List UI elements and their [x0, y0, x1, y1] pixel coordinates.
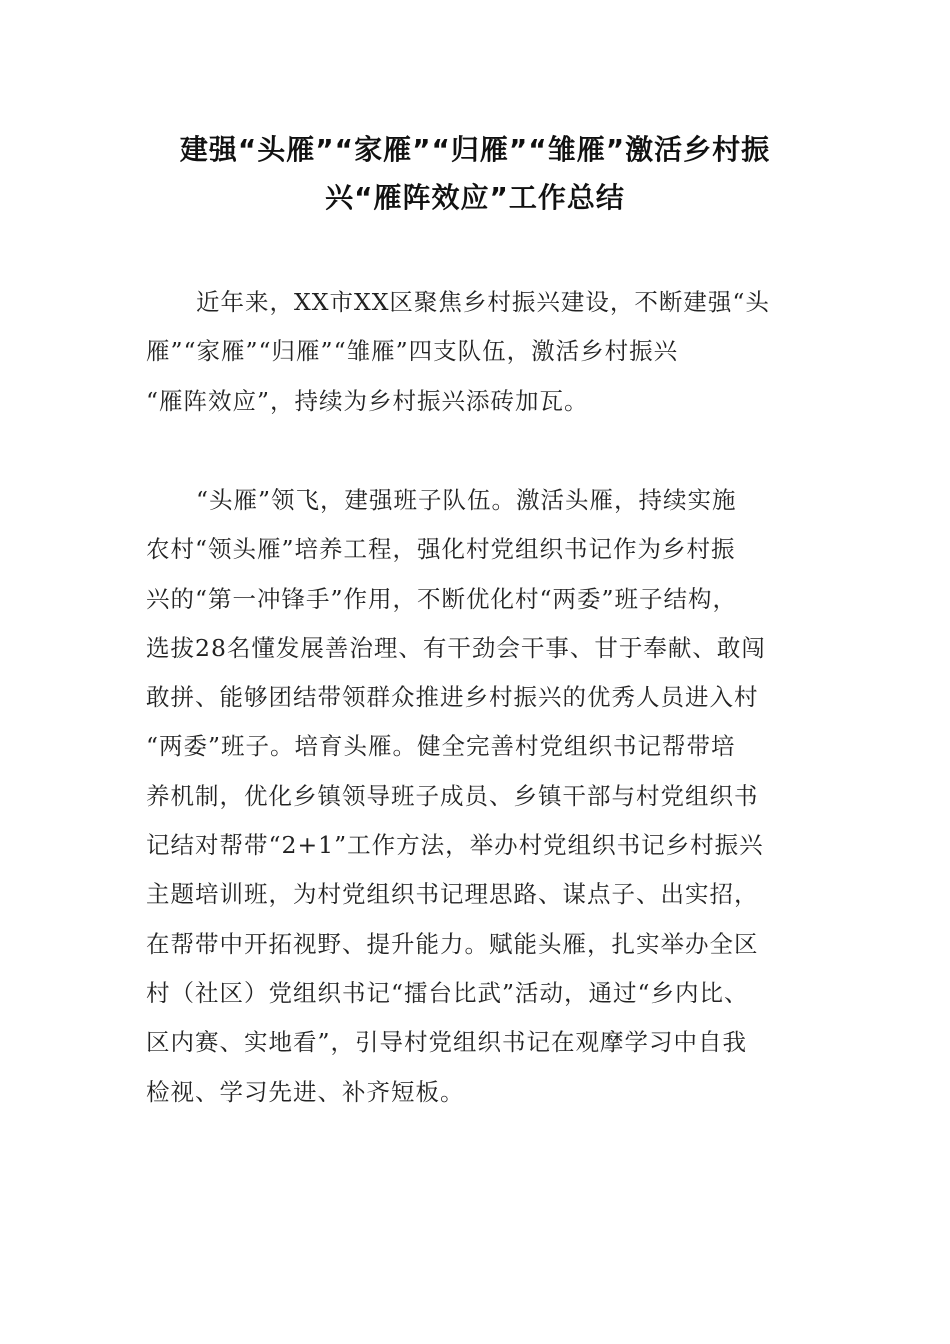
paragraph-line: 兴的“第一冲锋手”作用，不断优化村“两委”班子结构，	[146, 584, 738, 613]
paragraph-line: 检视、学习先进、补齐短板。	[146, 1077, 465, 1106]
document-title	[140, 126, 810, 222]
paragraph-line: 区内赛、实地看”，引导村党组织书记在观摩学习中自我	[146, 1028, 748, 1057]
paragraph-line: 村（社区）党组织书记“擂台比武”活动，通过“乡内比、	[146, 978, 749, 1007]
title-line: 兴“雁阵效应”工作总结	[325, 181, 625, 214]
paragraph-line: 记结对帮带“2+1”工作方法，举办村党组织书记乡村振兴	[146, 831, 764, 860]
body-paragraph	[146, 476, 806, 1117]
paragraph-line: “雁阵效应”，持续为乡村振兴添砖加瓦。	[146, 386, 589, 415]
paragraph-line: 敢拼、能够团结带领群众推进乡村振兴的优秀人员进入村	[146, 683, 759, 712]
paragraph-line: 近年来，XX市XX区聚焦乡村振兴建设，不断建强“头	[196, 288, 770, 316]
paragraph-line: 雁”“家雁”“归雁”“雏雁”四支队伍，激活乡村振兴	[146, 337, 679, 366]
paragraph-line: 养机制，优化乡镇领导班子成员、乡镇干部与村党组织书	[146, 781, 759, 810]
paragraph-line: 选拔28名懂发展善治理、有干劲会干事、甘于奉献、敢闯	[146, 633, 766, 662]
paragraph-line: 农村“领头雁”培养工程，强化村党组织书记作为乡村振	[146, 535, 736, 564]
paragraph-line: “两委”班子。培育头雁。健全完善村党组织书记帮带培	[146, 732, 736, 761]
intro-paragraph	[146, 278, 806, 426]
paragraph-line: 主题培训班，为村党组织书记理思路、谋点子、出实招，	[146, 880, 759, 909]
title-line: 建强“头雁”“家雁”“归雁”“雏雁”激活乡村振	[179, 133, 771, 166]
paragraph-line: “头雁”领飞，建强班子队伍。激活头雁，持续实施	[196, 486, 737, 514]
paragraph-line: 在帮带中开拓视野、提升能力。赋能头雁，扎实举办全区	[146, 929, 759, 958]
